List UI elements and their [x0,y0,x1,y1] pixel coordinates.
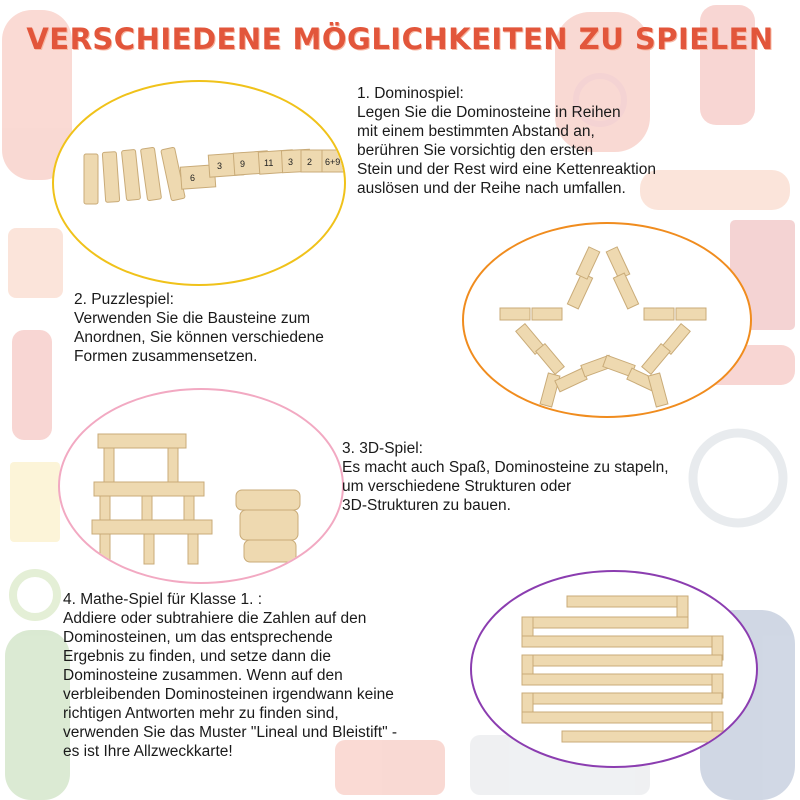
section-line: Formen zusammensetzen. [74,348,258,365]
section-mathe-spiel [63,590,397,761]
green-backpack-illustration [5,630,70,800]
section-line: richtigen Antworten mehr zu finden sind, [63,705,339,722]
section-heading: 3. 3D-Spiel: [342,440,423,457]
section-line: 3D-Strukturen zu bauen. [342,497,511,514]
domino-tile-label: 6+9 [325,157,341,167]
section-puzzlespiel [74,290,324,366]
page-title: VERSCHIEDENE MÖGLICHKEITEN ZU SPIELEN [26,22,774,56]
glasses-illustration [13,573,57,617]
domino-tower-photo [58,388,344,584]
domino-tile-label: 3 [217,161,223,171]
section-line: Dominosteine zusammen. Wenn auf den [63,667,343,684]
section-line: auslösen und der Reihe nach umfallen. [357,180,626,197]
section-heading: 1. Dominospiel: [357,85,464,102]
domino-star-photo [462,222,752,418]
section-line: Legen Sie die Dominosteine in Reihen [357,104,621,121]
section-dominospiel [357,84,656,198]
snake-dominoes [522,596,723,742]
section-line: mit einem bestimmten Abstand an, [357,123,595,140]
section-line: verbleibenden Dominosteinen irgendwann keine [63,686,394,703]
domino-chain-photo [52,80,346,286]
section-heading: 2. Puzzlespiel: [74,291,174,308]
domino-tile-label: 6 [190,173,196,183]
section-line: verwenden Sie das Muster "Lineal und Bleistift" - [63,724,398,741]
domino-tile-label: 2 [307,157,313,167]
section-line: es ist Ihre Allzweckkarte! [63,743,233,760]
fallen-dominoes [180,149,344,189]
section-line: Es macht auch Spaß, Dominosteine zu stapeln, [342,459,669,476]
pencil-case-illustration [640,170,790,210]
domino-snake-photo [470,570,758,768]
domino-tile-label: 3 [288,157,294,167]
star-dominoes [500,247,706,407]
section-line: Dominosteinen, um das entsprechende [63,629,333,646]
section-line: Stein und der Rest wird eine Kettenreaktion [357,161,656,178]
section-3d-spiel [342,439,669,515]
section-line: Anordnen, Sie können verschiedene [74,329,324,346]
domino-tile-label: 11 [264,158,274,168]
section-heading: 4. Mathe-Spiel für Klasse 1. : [63,591,263,608]
standing-dominoes [84,147,185,204]
bottle-illustration [12,330,52,440]
domino-tile-label: 9 [240,159,246,169]
section-line: Ergebnis zu finden, und setze dann die [63,648,331,665]
section-line: um verschiedene Strukturen oder [342,478,572,495]
globe-illustration [693,433,783,523]
section-line: Verwenden Sie die Bausteine zum [74,310,311,327]
section-line: berühren Sie vorsichtig den ersten [357,142,594,159]
tower-dominoes [92,434,300,564]
section-line: Addiere oder subtrahiere die Zahlen auf den [63,610,367,627]
notepad-illustration [10,462,60,542]
